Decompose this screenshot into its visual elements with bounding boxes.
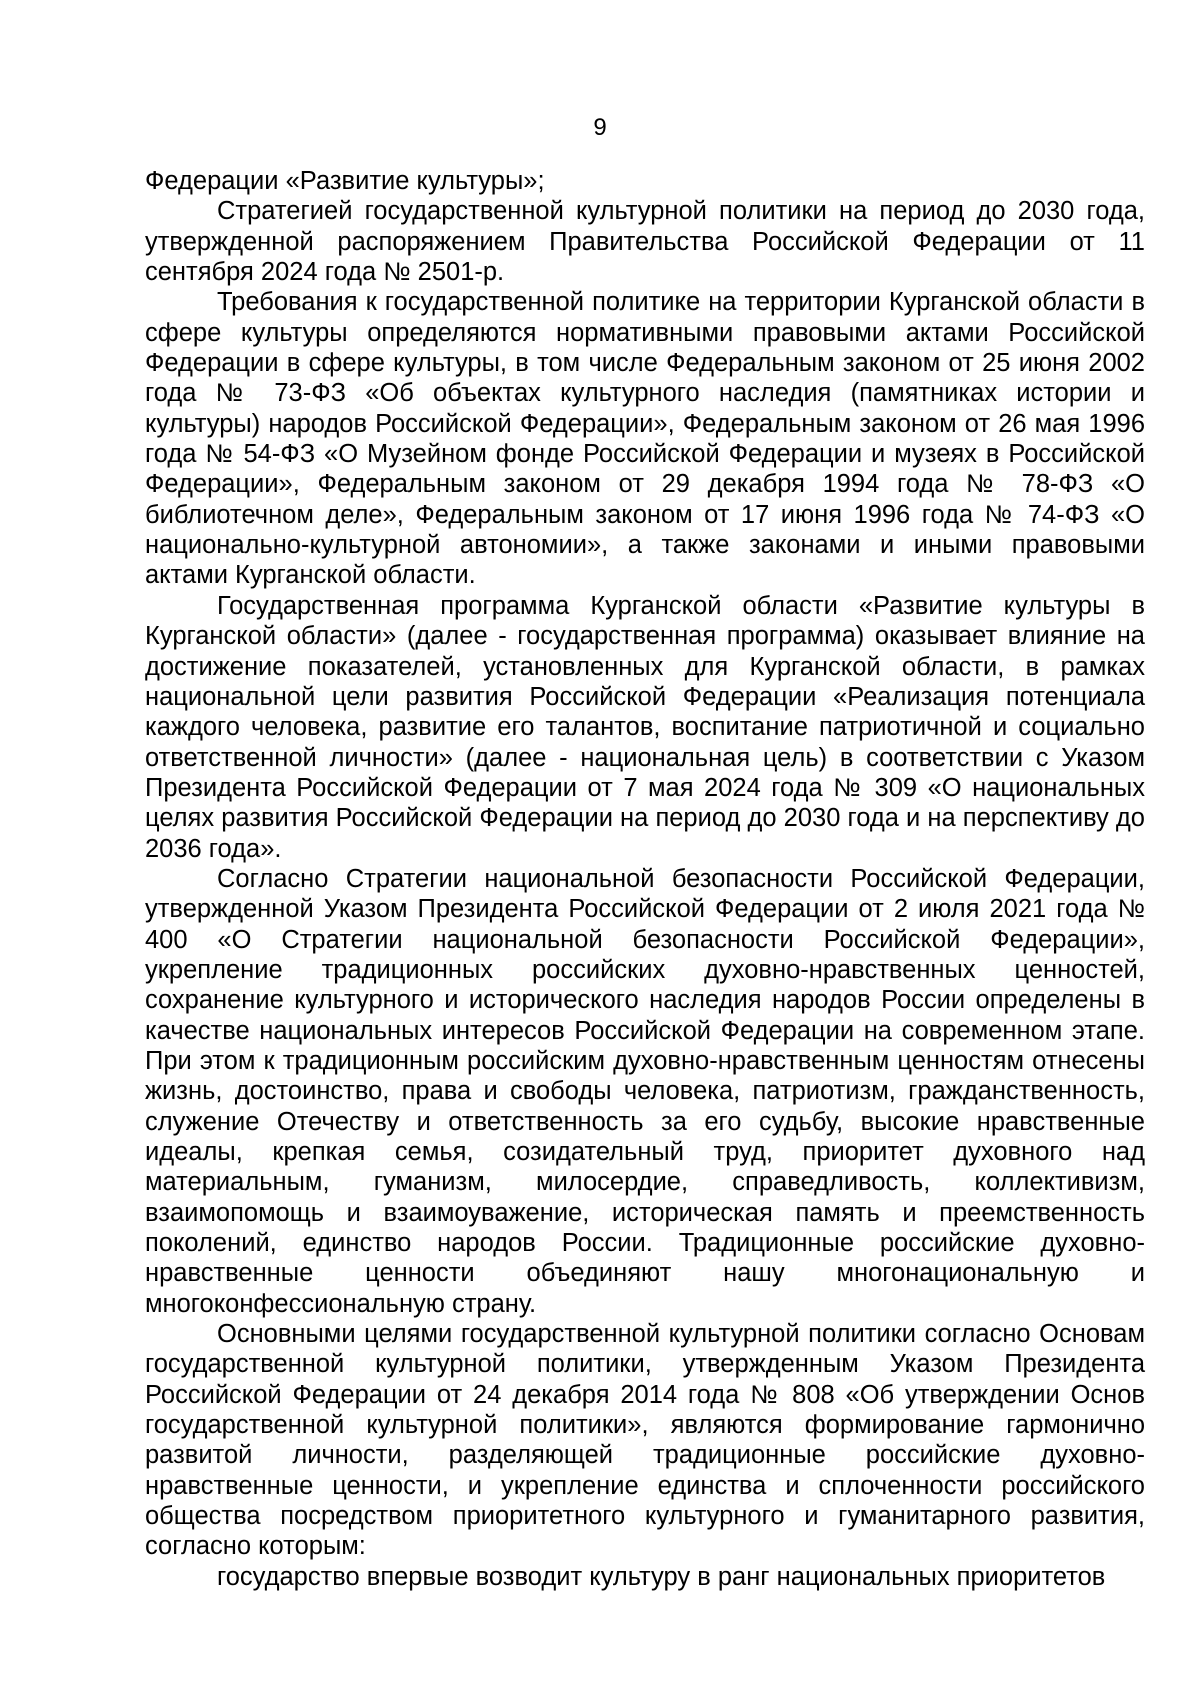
paragraph-1: Федерации «Развитие культуры»; (145, 167, 545, 195)
paragraph-4: Государственная программа Курганской области «Развитие культуры в Курганской области» (далее - государственная программа) оказывает влияние на достижение показателей, установленных для Курганской области, в рамках национальной цели развития Российской Федерации «Реализация потенциала каждого человека, развитие его талантов, воспитание патриотичной и социально ответственной личности» (далее - национальная цель) в соответствии с Указом Президента Российской Федерации от 7 мая 2024 года № 309 «О национальных целях развития Российской Федерации на период до 2030 года и на перспективу до 2036 года». (145, 591, 1145, 863)
paragraph-3: Требования к государственной политике на территории Курганской области в сфере культуры определяются нормативными правовыми актами Российской Федерации в сфере культуры, в том числе Федеральным законом от 25 июня 2002 года № 73-ФЗ «Об объектах культурного наследия (памятниках истории и культуры) народов Российской Федерации», Федеральным законом от 26 мая 1996 года № 54-ФЗ «О Музейном фонде Российской Федерации и музеях в Российской Федерации», Федеральным законом от 29 декабря 1994 года № 78-ФЗ «О библиотечном деле», Федеральным законом от 17 июня 1996 года № 74-ФЗ «О национально-культурной автономии», а также законами и иными правовыми актами Курганской области. (145, 288, 1145, 590)
paragraph-5: Согласно Стратегии национальной безопасности Российской Федерации, утвержденной Указом Президента Российской Федерации от 2 июля 2021 года № 400 «О Стратегии национальной безопасности Российской Федерации», укрепление традиционных российских духовно-нравственных ценностей, сохранение культурного и исторического наследия народов России определены в качестве национальных интересов Российской Федерации на современном этапе. При этом к традиционным российским духовно-нравственным ценностям отнесены жизнь, достоинство, права и свободы человека, патриотизм, гражданственность, служение Отечеству и ответственность за его судьбу, высокие нравственные идеалы, крепкая семья, созидательный труд, приоритет духовного над материальным, гуманизм, милосердие, справедливость, коллективизм, взаимопомощь и взаимоуважение, историческая память и преемственность поколений, единство народов России. Традиционные российские духовно-нравственные ценности объединяют нашу многонациональную и многоконфессиональную страну. (145, 864, 1145, 1318)
paragraph-2: Стратегией государственной культурной политики на период до 2030 года, утвержденной распоряжением Правительства Российской Федерации от 11 сентября 2024 года № 2501-р. (145, 197, 1145, 287)
document-body (145, 166, 1145, 1592)
paragraph-7: государство впервые возводит культуру в ранг национальных приоритетов (217, 1562, 1106, 1591)
paragraph-6: Основными целями государственной культурной политики согласно Основам государственной культурной политики, утвержденным Указом Президента Российской Федерации от 24 декабря 2014 года № 808 «Об утверждении Основ государственной культурной политики», являются формирование гармонично развитой личности, разделяющей традиционные российские духовно-нравственные ценности, и укрепление единства и сплоченности российского общества посредством приоритетного культурного и гуманитарного развития, согласно которым: (145, 1320, 1145, 1561)
page-number: 9 (593, 114, 607, 141)
